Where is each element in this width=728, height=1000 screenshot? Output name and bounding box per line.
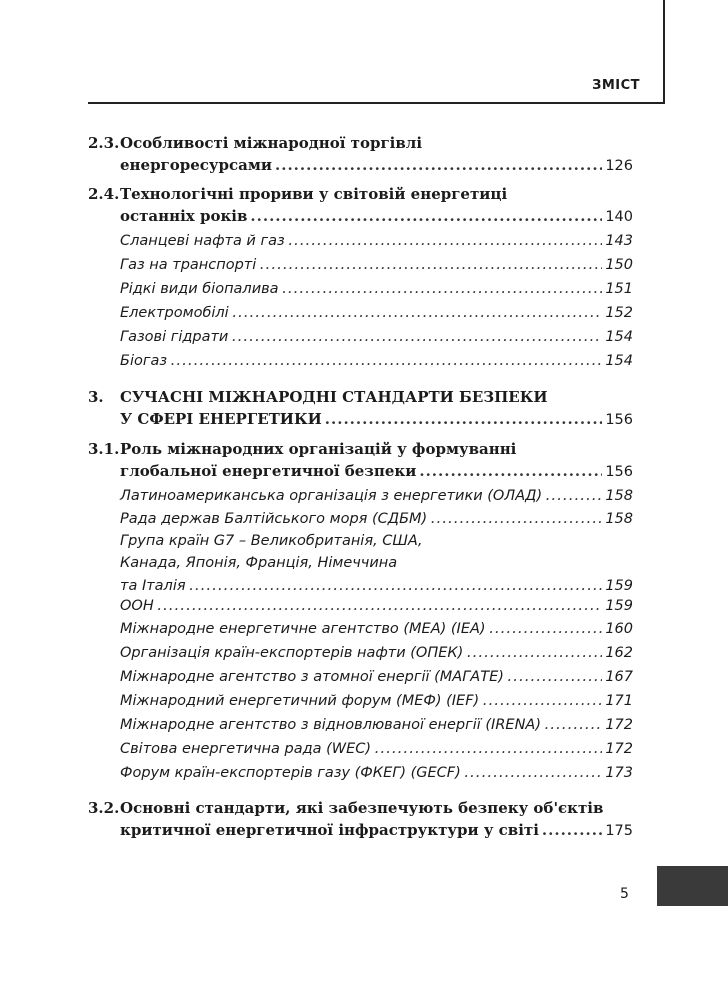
header-vertical-rule [663, 0, 665, 104]
toc-entry-number: 3.1. [88, 440, 120, 458]
toc-entry-line [120, 229, 633, 252]
page-number: 5 [620, 886, 629, 902]
toc-page-number: 172 [605, 741, 633, 757]
toc-dot-leader [542, 819, 602, 841]
toc-entry-line [88, 183, 633, 205]
toc-entry-line [120, 277, 633, 300]
toc-entry-line [120, 617, 633, 640]
toc-entry-line [88, 460, 633, 483]
toc-entry-line [120, 301, 633, 324]
toc-page-number: 160 [605, 621, 633, 637]
toc-entry-title: критичної енергетичної інфраструктури у світі [120, 821, 539, 839]
toc-page-number: 140 [605, 209, 633, 225]
toc-entry-line [120, 552, 633, 574]
toc-subsection-entry [120, 594, 633, 617]
toc-dot-leader [489, 617, 603, 639]
toc-dot-leader [259, 253, 602, 275]
toc-dot-leader [482, 689, 602, 711]
toc-dot-leader [275, 154, 602, 176]
toc-subsection-entry [120, 507, 633, 530]
toc-entry-title: Міжнародне енергетичне агентство (МЕА) (IEA) [120, 621, 486, 637]
toc-dot-leader [282, 277, 603, 299]
toc-subsection-entry [120, 349, 633, 372]
toc-entry-line [88, 797, 633, 819]
toc-entry-title: останніх років [120, 207, 248, 225]
toc-subsection-entry [120, 301, 633, 324]
toc-entry-number: 3.2. [88, 799, 120, 817]
toc-page-number: 167 [605, 669, 633, 685]
toc-page-number: 159 [605, 598, 633, 614]
toc-dot-leader [430, 507, 602, 529]
toc-subsection-entry [120, 325, 633, 348]
toc-dot-leader [189, 574, 603, 596]
toc-page-number: 154 [605, 329, 633, 345]
toc-page-number: 156 [605, 464, 633, 480]
page-edge-tab [657, 866, 728, 906]
toc-dot-leader [419, 460, 602, 482]
toc-page-number: 159 [605, 578, 633, 594]
toc-entry-number: 2.3. [88, 134, 120, 152]
toc-subsection-entry [120, 689, 633, 712]
toc-page-number: 152 [605, 305, 633, 321]
toc-subsection-entry [120, 737, 633, 760]
toc-entry-line [120, 349, 633, 372]
toc-entry-line [120, 713, 633, 736]
toc-dot-leader [545, 484, 602, 506]
toc-entry-line [120, 761, 633, 784]
toc-entry-title: Біогаз [120, 353, 168, 369]
toc-entry-line [120, 325, 633, 348]
toc-page-number: 143 [605, 233, 633, 249]
toc-entry-line [120, 737, 633, 760]
toc-entry-title: енергоресурсами [120, 156, 273, 174]
toc-subsection-entry [120, 641, 633, 664]
toc-page-number: 150 [605, 257, 633, 273]
toc-section-entry [88, 132, 633, 177]
toc-dot-leader [325, 408, 603, 430]
toc-entry-title: Основні стандарти, які забезпечують безпеку об'єктів [120, 799, 604, 817]
toc-entry-title: Газові гідрати [120, 329, 229, 345]
toc-page-number: 126 [605, 158, 633, 174]
toc-page-number: 175 [605, 823, 633, 839]
toc-dot-leader [288, 229, 603, 251]
toc-dot-leader [157, 594, 603, 616]
toc-subsection-entry [120, 665, 633, 688]
toc-entry-title: Група країн G7 – Великобританія, США, [120, 533, 423, 549]
header-title: ЗМІСТ [592, 78, 640, 93]
toc-entry-title: Газ на транспорті [120, 257, 257, 273]
toc-entry-title: Латиноамериканська організація з енергетики (ОЛАД) [120, 488, 543, 504]
toc-dot-leader [232, 301, 603, 323]
toc-entry-line [120, 253, 633, 276]
toc-dot-leader [464, 761, 603, 783]
toc-page-number: 156 [605, 412, 633, 428]
toc-dot-leader [544, 713, 602, 735]
toc-subsection-entry [120, 253, 633, 276]
toc-entry-title: У СФЕРІ ЕНЕРГЕТИКИ [120, 410, 322, 428]
toc-section-entry [88, 438, 633, 483]
toc-section-entry [88, 386, 633, 431]
toc-entry-line [120, 507, 633, 530]
toc-entry-title: Сланцеві нафта й газ [120, 233, 285, 249]
header-horizontal-rule [88, 102, 665, 104]
toc-entry-title: Міжнародний енергетичний форум (МЕФ) (IEF) [120, 693, 480, 709]
toc-entry-line [88, 132, 633, 154]
toc-entry-line [120, 641, 633, 664]
toc-entry-line [120, 689, 633, 712]
toc-entry-title: ООН [120, 598, 154, 614]
toc-entry-title: Світова енергетична рада (WEC) [120, 741, 372, 757]
toc-entry-title: Особливості міжнародної торгівлі [120, 134, 423, 152]
toc-page-number: 171 [605, 693, 633, 709]
toc-subsection-entry [120, 277, 633, 300]
toc-entry-line [120, 665, 633, 688]
toc-subsection-entry [120, 713, 633, 736]
toc-dot-leader [374, 737, 602, 759]
toc-entry-title: Електромобілі [120, 305, 229, 321]
toc-entry-title: Міжнародне агентство з атомної енергії (МАГАТЕ) [120, 669, 504, 685]
toc-page-number: 162 [605, 645, 633, 661]
toc-entry-title: та Італія [120, 578, 186, 594]
toc-entry-title: Рідкі види біопалива [120, 281, 279, 297]
toc-entry-number: 2.4. [88, 185, 120, 203]
toc-entry-line [88, 438, 633, 460]
toc-entry-line [88, 386, 633, 408]
toc-dot-leader [250, 205, 602, 227]
toc-page-number: 172 [605, 717, 633, 733]
toc-subsection-entry [120, 617, 633, 640]
toc-entry-number: 3. [88, 388, 104, 406]
toc-page-number: 173 [605, 765, 633, 781]
toc-entry-line [88, 205, 633, 228]
toc-entry-line [88, 408, 633, 431]
toc-entry-line [88, 819, 633, 842]
toc-entry-title: Роль міжнародних організацій у формуванні [120, 440, 517, 458]
toc-entry-title: СУЧАСНІ МІЖНАРОДНІ СТАНДАРТИ БЕЗПЕКИ [120, 388, 548, 406]
toc-entry-title: глобальної енергетичної безпеки [120, 462, 417, 480]
toc-entry-title: Міжнародне агентство з відновлюваної енергії (IRENA) [120, 717, 541, 733]
toc-entry-line [120, 530, 633, 552]
toc-dot-leader [231, 325, 602, 347]
toc-entry-title: Канада, Японія, Франція, Німеччина [120, 555, 398, 571]
toc-dot-leader [466, 641, 602, 663]
toc-entry-title: Організація країн-експортерів нафти (ОПЕК) [120, 645, 464, 661]
toc-entry-line [120, 594, 633, 617]
toc-section-entry [88, 183, 633, 228]
toc-dot-leader [170, 349, 602, 371]
toc-subsection-entry [120, 229, 633, 252]
toc-subsection-entry [120, 484, 633, 507]
toc-entry-line [88, 154, 633, 177]
toc-entry-title: Технологічні прориви у світовій енергетиці [120, 185, 508, 203]
toc-entry-title: Форум країн-експортерів газу (ФКЕГ) (GECF) [120, 765, 461, 781]
toc-section-entry [88, 797, 633, 842]
toc-page-number: 158 [605, 488, 633, 504]
toc-page-number: 158 [605, 511, 633, 527]
toc-entry-line [120, 484, 633, 507]
toc-subsection-entry [120, 530, 633, 597]
toc-entry-title: Рада держав Балтійського моря (СДБМ) [120, 511, 428, 527]
toc-dot-leader [507, 665, 602, 687]
toc-page-number: 154 [605, 353, 633, 369]
toc-page-number: 151 [605, 281, 633, 297]
toc-subsection-entry [120, 761, 633, 784]
